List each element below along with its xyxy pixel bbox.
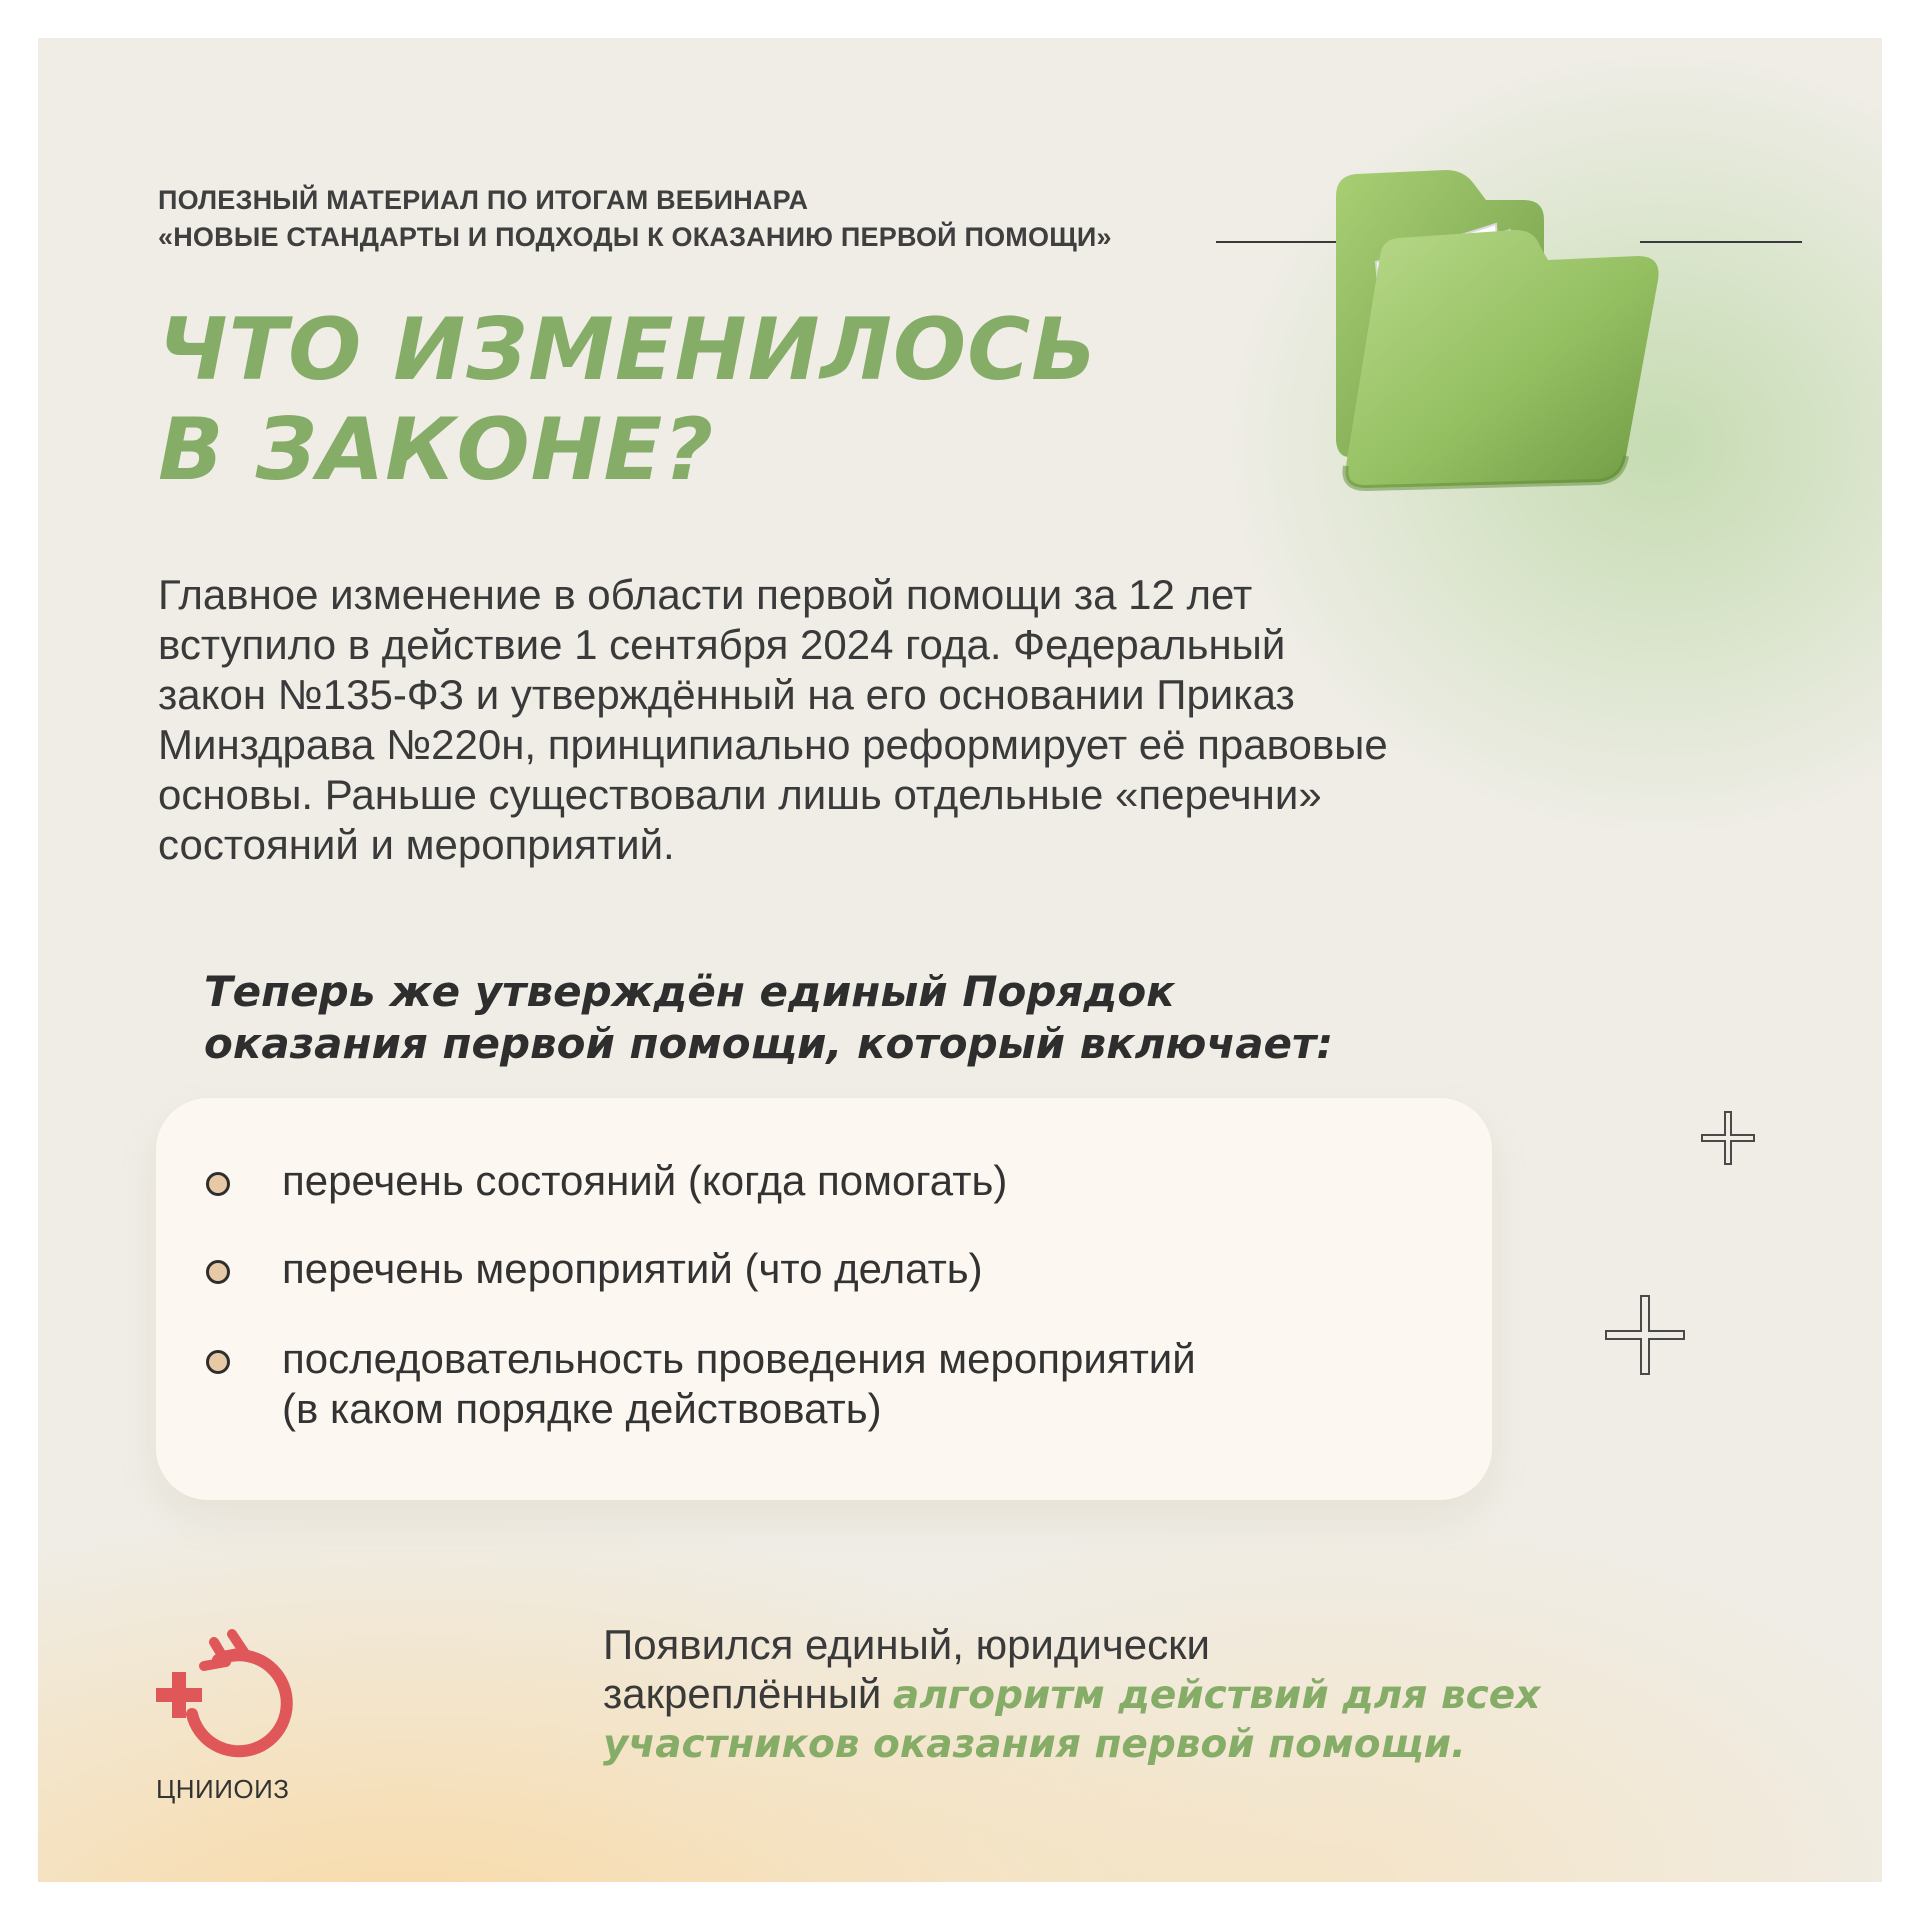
page-title — [158, 300, 1098, 500]
intro-line: состояний и мероприятий. — [158, 821, 675, 868]
title-line: ЧТО ИЗМЕНИЛОСЬ — [158, 300, 1098, 400]
footer-statement — [603, 1620, 1540, 1769]
intro-line: Минздрава №220н, принципиально реформирует её правовые — [158, 721, 1388, 768]
webinar-subtitle — [158, 182, 1112, 256]
intro-line: Главное изменение в области первой помощи за 12 лет — [158, 571, 1253, 618]
list-item-text: последовательность проведения мероприятий — [282, 1335, 1196, 1382]
logo-text: ЦНИИОИЗ — [156, 1774, 290, 1804]
lead-line: оказания первой помощи, который включает: — [204, 1019, 1334, 1068]
lead-statement — [204, 966, 1333, 1070]
title-line: В ЗАКОНЕ? — [158, 400, 715, 500]
subtitle-line: ПОЛЕЗНЫЙ МАТЕРИАЛ ПО ИТОГАМ ВЕБИНАРА — [158, 185, 809, 215]
list-item-text: перечень мероприятий (что делать) — [282, 1245, 983, 1292]
footer-highlight: алгоритм действий для всех — [893, 1673, 1541, 1718]
intro-line: вступило в действие 1 сентября 2024 года. Федеральный — [158, 621, 1286, 668]
list-card — [156, 1098, 1492, 1500]
intro-paragraph — [158, 570, 1718, 870]
list-item-text: (в каком порядке действовать) — [282, 1385, 882, 1432]
lead-line: Теперь же утверждён единый Порядок — [204, 967, 1175, 1016]
list-item-text: перечень состояний (когда помогать) — [282, 1157, 1008, 1204]
bullet-icon — [206, 1260, 230, 1284]
footer-line — [603, 1669, 1540, 1720]
plus-outline-icon — [1604, 1294, 1686, 1376]
green-folder-icon — [1296, 156, 1676, 506]
subtitle-line: «НОВЫЕ СТАНДАРТЫ И ПОДХОДЫ К ОКАЗАНИЮ ПЕРВОЙ ПОМОЩИ» — [158, 222, 1112, 252]
intro-line: основы. Раньше существовали лишь отдельные «перечни» — [158, 771, 1322, 818]
footer-plain-text: закреплённый — [603, 1670, 894, 1717]
first-aid-cycle-logo-icon — [156, 1628, 306, 1758]
plus-outline-icon — [1700, 1110, 1756, 1166]
bullet-icon — [206, 1172, 230, 1196]
slide — [38, 38, 1882, 1882]
bullet-icon — [206, 1350, 230, 1374]
footer-highlight: участников оказания первой помощи. — [603, 1722, 1466, 1767]
footer-line: Появился единый, юридически — [603, 1621, 1210, 1668]
intro-line: закон №135-ФЗ и утверждённый на его основании Приказ — [158, 671, 1295, 718]
